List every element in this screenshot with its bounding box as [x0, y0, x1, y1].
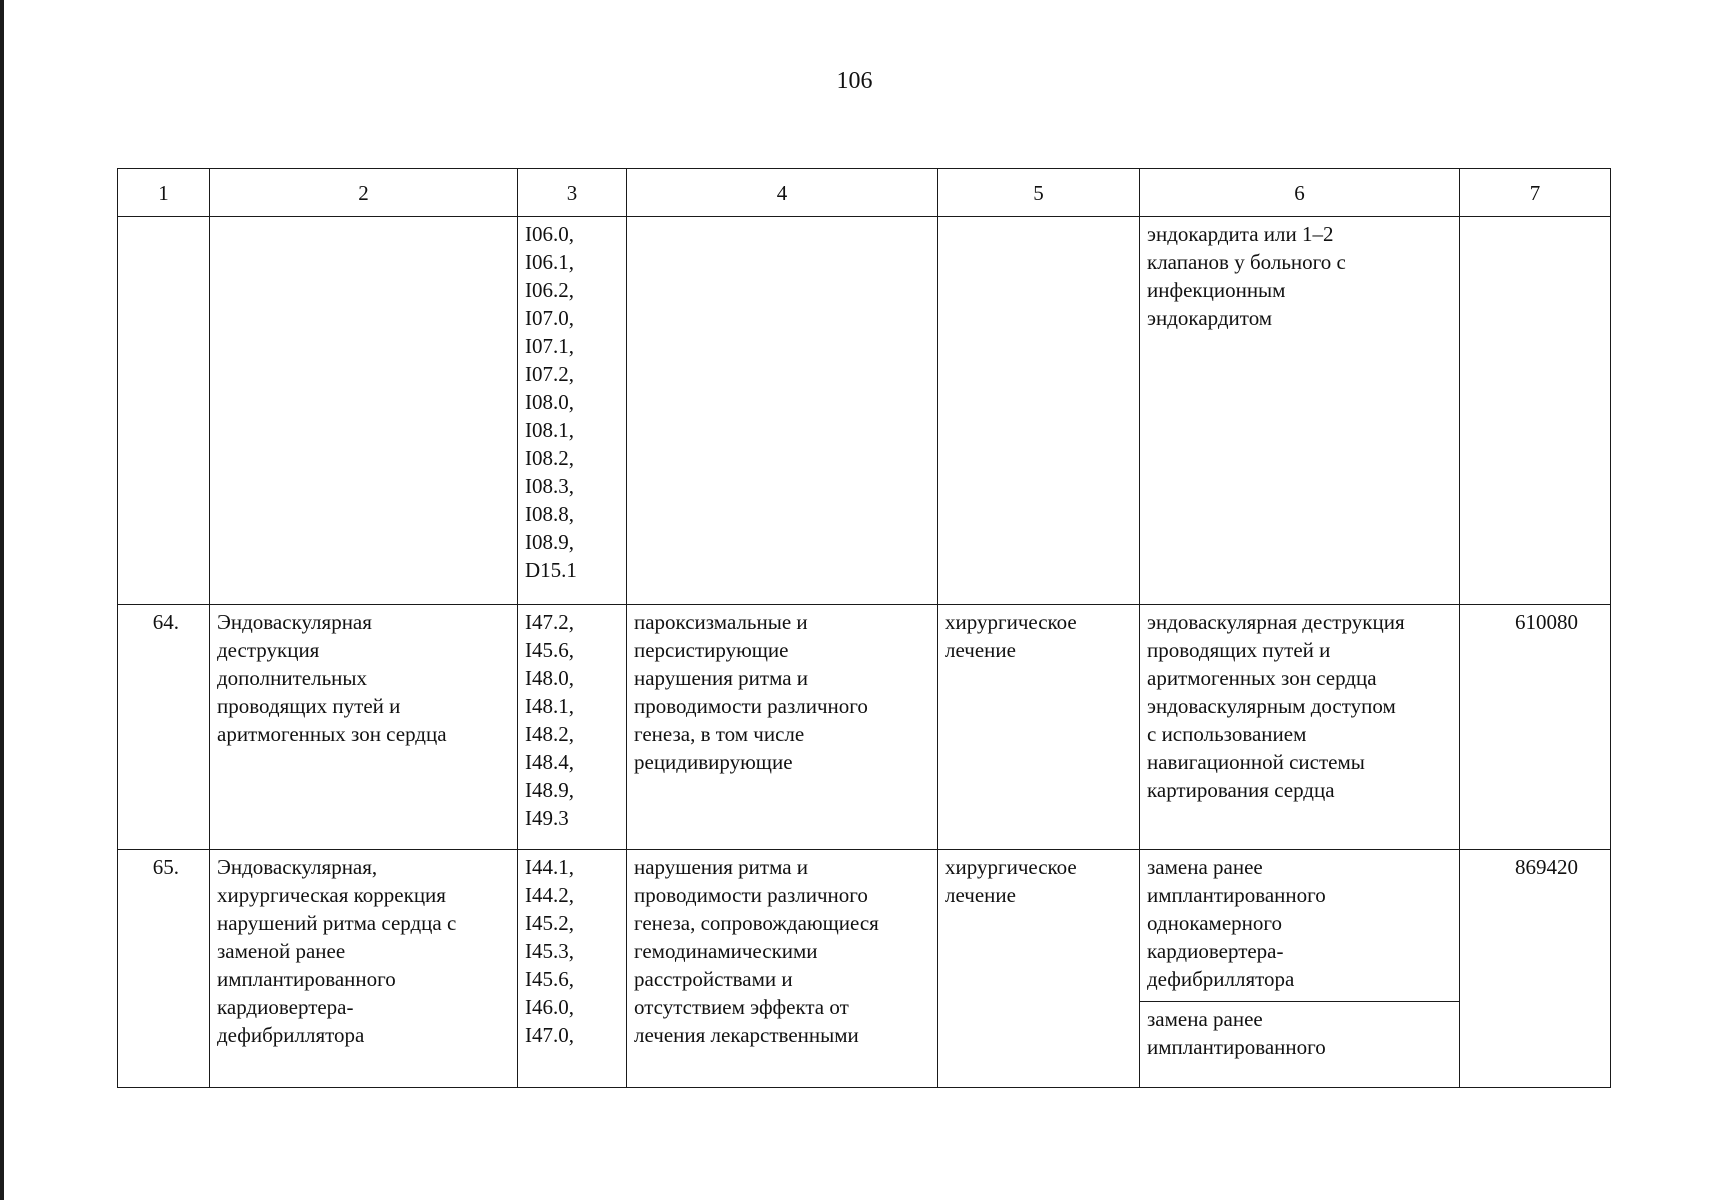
- model-text: расстройствами и: [634, 967, 793, 991]
- treatment-text: хирургическое: [945, 610, 1077, 634]
- procedure-name-text: дефибриллятора: [217, 1023, 365, 1047]
- method-text: с использованием: [1147, 722, 1307, 746]
- method-text: инфекционным: [1147, 278, 1286, 302]
- row-number-cell: 65.: [118, 850, 210, 1088]
- procedure-name-text: Эндоваскулярная: [217, 610, 372, 634]
- procedure-name-cell: [210, 605, 518, 850]
- method-subcell: [1140, 850, 1459, 1001]
- model-text: проводимости различного: [634, 694, 868, 718]
- model-text: нарушения ритма и: [634, 855, 809, 879]
- method-text: имплантированного: [1147, 883, 1326, 907]
- procedure-name-text: деструкция: [217, 638, 320, 662]
- icd-code: I08.9,: [525, 530, 574, 554]
- method-text: эндоваскулярным доступом: [1147, 694, 1396, 718]
- icd-code: I47.0,: [525, 1023, 574, 1047]
- treatment-method-cell: [1140, 605, 1460, 850]
- treatment-text: хирургическое: [945, 855, 1077, 879]
- icd-code: I49.3: [525, 806, 569, 830]
- model-text: пароксизмальные и: [634, 610, 808, 634]
- icd-code: I48.4,: [525, 750, 574, 774]
- icd-code: I08.2,: [525, 446, 574, 470]
- procedure-name-text: кардиовертера-: [217, 995, 354, 1019]
- procedure-name-cell: [210, 217, 518, 605]
- procedure-name-text: хирургическая коррекция: [217, 883, 446, 907]
- icd-code: I44.2,: [525, 883, 574, 907]
- model-text: генеза, в том числе: [634, 722, 805, 746]
- icd-code: I07.0,: [525, 306, 574, 330]
- cost-cell: 869420: [1460, 850, 1611, 1088]
- model-text: персистирующие: [634, 638, 789, 662]
- model-text: нарушения ритма и: [634, 666, 809, 690]
- icd-code: I48.0,: [525, 666, 574, 690]
- procedure-name-text: имплантированного: [217, 967, 396, 991]
- method-text: проводящих путей и: [1147, 638, 1331, 662]
- method-text: эндоваскулярная деструкция: [1147, 610, 1405, 634]
- treatment-method-cell: [1140, 850, 1460, 1088]
- method-text: замена ранее: [1147, 855, 1263, 879]
- treatment-type-cell: [938, 850, 1140, 1088]
- icd-code: I48.9,: [525, 778, 574, 802]
- table-row: [118, 605, 1611, 850]
- icd-codes-cell: [518, 850, 627, 1088]
- table-row: [118, 217, 1611, 605]
- icd-code: I08.3,: [525, 474, 574, 498]
- method-subcell: [1140, 1001, 1459, 1069]
- row-number-cell: 64.: [118, 605, 210, 850]
- model-text: гемодинамическими: [634, 939, 818, 963]
- model-text: отсутствием эффекта от: [634, 995, 849, 1019]
- cost-cell: [1460, 217, 1611, 605]
- method-text: имплантированного: [1147, 1035, 1326, 1059]
- column-header: 4: [627, 169, 938, 217]
- column-header: 7: [1460, 169, 1611, 217]
- procedure-name-cell: [210, 850, 518, 1088]
- icd-code: I06.2,: [525, 278, 574, 302]
- icd-code: I44.1,: [525, 855, 574, 879]
- patient-model-cell: [627, 850, 938, 1088]
- patient-model-cell: [627, 217, 938, 605]
- method-text: однокамерного: [1147, 911, 1282, 935]
- method-text: аритмогенных зон сердца: [1147, 666, 1377, 690]
- method-text: картирования сердца: [1147, 778, 1335, 802]
- icd-code: I48.1,: [525, 694, 574, 718]
- patient-model-cell: [627, 605, 938, 850]
- icd-code: I08.8,: [525, 502, 574, 526]
- icd-code: I07.1,: [525, 334, 574, 358]
- method-text: дефибриллятора: [1147, 967, 1295, 991]
- procedure-name-text: аритмогенных зон сердца: [217, 722, 447, 746]
- icd-code: D15.1: [525, 558, 577, 582]
- header-row: [118, 169, 1611, 217]
- column-header: 6: [1140, 169, 1460, 217]
- method-text: клапанов у больного с: [1147, 250, 1346, 274]
- icd-code: I45.6,: [525, 967, 574, 991]
- table-row: [118, 850, 1611, 1088]
- page-number: 106: [836, 68, 873, 94]
- procedure-name-text: заменой ранее: [217, 939, 346, 963]
- procedure-name-text: дополнительных: [217, 666, 368, 690]
- icd-code: I08.1,: [525, 418, 574, 442]
- procedure-name-text: нарушений ритма сердца с: [217, 911, 457, 935]
- icd-code: I45.3,: [525, 939, 574, 963]
- model-text: генеза, сопровождающиеся: [634, 911, 879, 935]
- row-number-cell: [118, 217, 210, 605]
- model-text: рецидивирующие: [634, 750, 793, 774]
- icd-code: I48.2,: [525, 722, 574, 746]
- icd-code: I07.2,: [525, 362, 574, 386]
- icd-code: I46.0,: [525, 995, 574, 1019]
- column-header: 3: [518, 169, 627, 217]
- column-header: 5: [938, 169, 1140, 217]
- method-text: замена ранее: [1147, 1007, 1263, 1031]
- column-header: 2: [210, 169, 518, 217]
- treatment-text: лечение: [945, 883, 1016, 907]
- method-text: эндокардита или 1–2: [1147, 222, 1334, 246]
- treatment-type-cell: [938, 605, 1140, 850]
- page-edge-rule: [0, 0, 4, 1200]
- treatment-text: лечение: [945, 638, 1016, 662]
- column-header: 1: [118, 169, 210, 217]
- icd-code: I08.0,: [525, 390, 574, 414]
- icd-code: I47.2,: [525, 610, 574, 634]
- icd-code: I45.6,: [525, 638, 574, 662]
- procedures-table: [117, 168, 1611, 1088]
- model-text: лечения лекарственными: [634, 1023, 859, 1047]
- method-text: эндокардитом: [1147, 306, 1273, 330]
- procedure-name-text: Эндоваскулярная,: [217, 855, 378, 879]
- icd-code: I06.1,: [525, 250, 574, 274]
- method-text: кардиовертера-: [1147, 939, 1284, 963]
- treatment-type-cell: [938, 217, 1140, 605]
- treatment-method-cell: [1140, 217, 1460, 605]
- icd-codes-cell: [518, 605, 627, 850]
- icd-code: I45.2,: [525, 911, 574, 935]
- procedure-name-text: проводящих путей и: [217, 694, 401, 718]
- icd-code: I06.0,: [525, 222, 574, 246]
- cost-cell: 610080: [1460, 605, 1611, 850]
- model-text: проводимости различного: [634, 883, 868, 907]
- method-text: навигационной системы: [1147, 750, 1365, 774]
- icd-codes-cell: [518, 217, 627, 605]
